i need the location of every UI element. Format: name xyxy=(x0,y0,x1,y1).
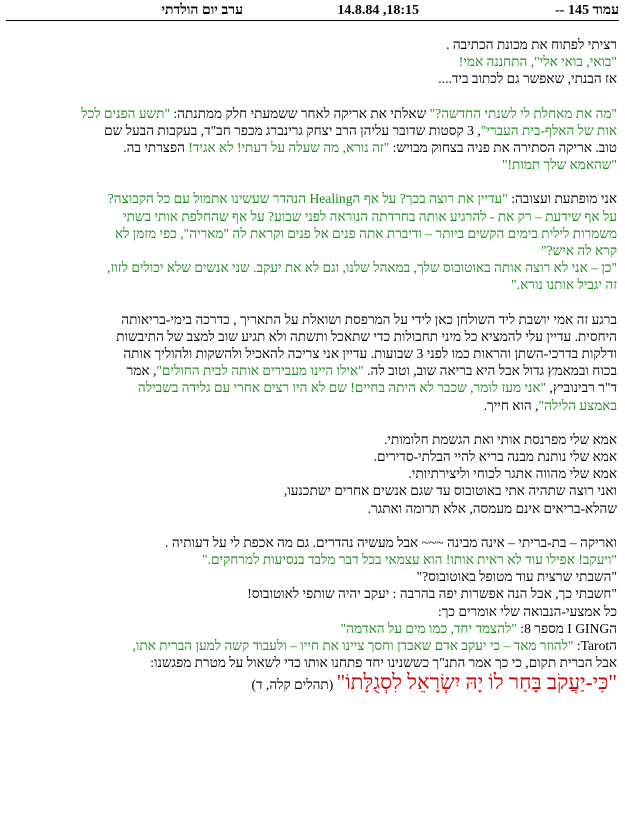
text-line: היחסית. עדיין עלי להמציא כל מיני תחבולות כדי שתאכל ותשתה ולא תגיע שוב למצב של התיבשות xyxy=(116,328,617,344)
bible-verse: "כִּי-יַעֲקֹב בָּחַר לוֹ יָהּ יִשְׂרָאֵל לִסְגֻלָּתוֹ" xyxy=(336,669,617,694)
document-body xyxy=(8,36,617,693)
quote: באמצע הלילה" xyxy=(538,397,617,413)
text-line: אמא שלי מהווה אתגר לכוחי וליצירתיותי. xyxy=(408,466,617,482)
text-line: זה יגביל אותנו נורא." xyxy=(511,277,617,293)
text-line: ד"ר רבינוביץ, "אני מעז לומר, שכבר לא היתה בחיים! שם לא היו רצים אחרי עם גלידה בשבילה xyxy=(137,380,617,396)
text-line: "שהאמא שלך תמות!" xyxy=(501,157,617,173)
text-line: משמרות לילית בימים הקשים ביותר – ודיברת אתה פנים אל פנים וקראת לה "מאריה", כפי מזמן לא xyxy=(114,225,617,241)
quote: אות של האלף-בית העברי" xyxy=(480,122,617,138)
text-line: כל אמצעי-הנבואה שלי אומרים כך: xyxy=(437,603,617,619)
text-line: אבל הברית תקום, כי כך אמר התנ"ך כששנינו יחד פתחנו אותו כדי לשאול על מטרת מפגשנו: xyxy=(150,655,617,671)
verse-line xyxy=(8,669,617,694)
text-line: ודלקות בדרכי-השתן והראות כמו לפני 3 שבועות. עדיין אני צריכה להאכיל ולהשקות ולהוליך אותה xyxy=(123,346,617,362)
text-line: שהלא-בריאים אינם מעמסה, אלא תרומה ואתגר. xyxy=(367,500,617,516)
text-line: על אף שידעת – רק את - להרגיע אותה בחרדתה הנוראה לפני שבוע? על אף שהחלפת אותי בשתי xyxy=(123,208,617,224)
quote: "אילו היינו מעבירים אותה לבית החולים" xyxy=(156,363,364,379)
text-line: אמא שלי נותנת מבנה בריא להיי הבלתי-סדירים. xyxy=(373,449,617,465)
header-title: ערב יום הולדתי xyxy=(161,3,243,18)
page-number-label: עמוד 145 -- xyxy=(555,3,619,18)
quote: "אני מעז לומר, שכבר לא היתה בחיים! שם לא היו רצים אחרי עם גלידה בשבילה xyxy=(137,380,547,396)
text-line: בכוח ובמאמץ גדול אבל היא בריאה שוב, וטוב לה. "אילו היינו מעבירים אותה לבית החולים", אמר xyxy=(126,363,617,379)
header-datetime: 18:15, 14.8.84 xyxy=(337,3,419,18)
page-header xyxy=(6,0,619,21)
text-line: "בואי, בואי אלי", התחננה אמי! xyxy=(458,54,617,70)
text-line: טוב. אריקה הסתירה את פניה בצחוק מבויש: "זה נורא, מה שעלה על דעתי! לא אגיד! הפצרתי בה. xyxy=(123,140,617,156)
text-line: "השבתי שרצית עוד מטופל באוטובוס?" xyxy=(416,569,617,585)
text-line: הI GING מספר 8: "להצמד יחד, כמו מים על האדמה" xyxy=(340,620,617,636)
text-line: ברגע זה אמי יושבת ליד השולחן כאן לידי על המרפסת ושואלת על התאריך , כדרכה בימי-בריאותה xyxy=(121,311,617,327)
text-line: באמצע הלילה", הוא חייך. xyxy=(483,397,617,413)
text-line: קרא לה איש?" xyxy=(540,243,617,259)
text-line: ואריקה – בת-בריתי – אינה מבינה ~~~ אבל מעשיה נהדרים. גם מה אכפת לי על דעותיה . xyxy=(165,534,617,550)
quote: "להוזר מאד – כי יעקב אדם שאבדן xyxy=(397,638,574,654)
text-line: "ויעקב! אפילו עוד לא ראית אותו! הוא עצמאי בכל דבר מלבד בנסיעות למרחקים." xyxy=(202,552,617,568)
text-line: אני מופתעת ועצובה: "עדיין את רוצה בכך? על אף הHealing הנהדר שעשינו אתמול עם כל הקבוצה? xyxy=(107,191,617,207)
quote: "זה נורא, מה שעלה על דעתי! לא אגיד! xyxy=(188,140,390,156)
text-line: "מה את מאחלת לי לשנתי החדשה?" שאלתי את אריקה לאחר ששמעתי חלק ממתנתה: "תשע הפנים לכל xyxy=(81,105,617,121)
text-line: "כן – אני לא רוצה אותה באוטובוס שלך, במאהל שלנו, וגם לא את יעקב. שני אנשים שלא יכולים לזוז, xyxy=(107,260,617,276)
quote: "תשע הפנים לכל xyxy=(81,105,170,121)
text-line: רציתי לפתוח את מכונת הכתיבה . xyxy=(446,37,617,52)
text-line: "חשבתי כך, אבל הנה אפשרות יפה בהרבה : יעקב יהיה שותפי לאוטובוס! xyxy=(247,586,617,602)
text-line: אות של האלף-בית העברי", 3 קסטות שדובר עליהן הרב יצחק גרינברג מכפר חב"ד, בעקבות הבעל שם xyxy=(104,122,617,138)
text-line: ואני רוצה שתהיה אתי באוטובוס עד שגם אנשים אחרים ישתכנעו, xyxy=(283,483,617,499)
quote: "מה את מאחלת לי לשנתי החדשה?" xyxy=(429,105,617,121)
verse-reference: (תהלים קלה, ד) xyxy=(251,676,337,692)
text-line: אז הבנתי, שאפשר גם לכתוב ביד.... xyxy=(438,71,617,87)
text-line: הTarot: "להוזר מאד – כי יעקב אדם שאבדן וחסך ציינו את חייו – ולעבוד קשה למען הברית אתו, xyxy=(132,638,617,654)
text-line: אמא שלי מפרנסת אותי ואת הגשמת חלומותי. xyxy=(384,431,617,447)
quote: "להצמד יחד, כמו מים על האדמה" xyxy=(340,620,517,636)
